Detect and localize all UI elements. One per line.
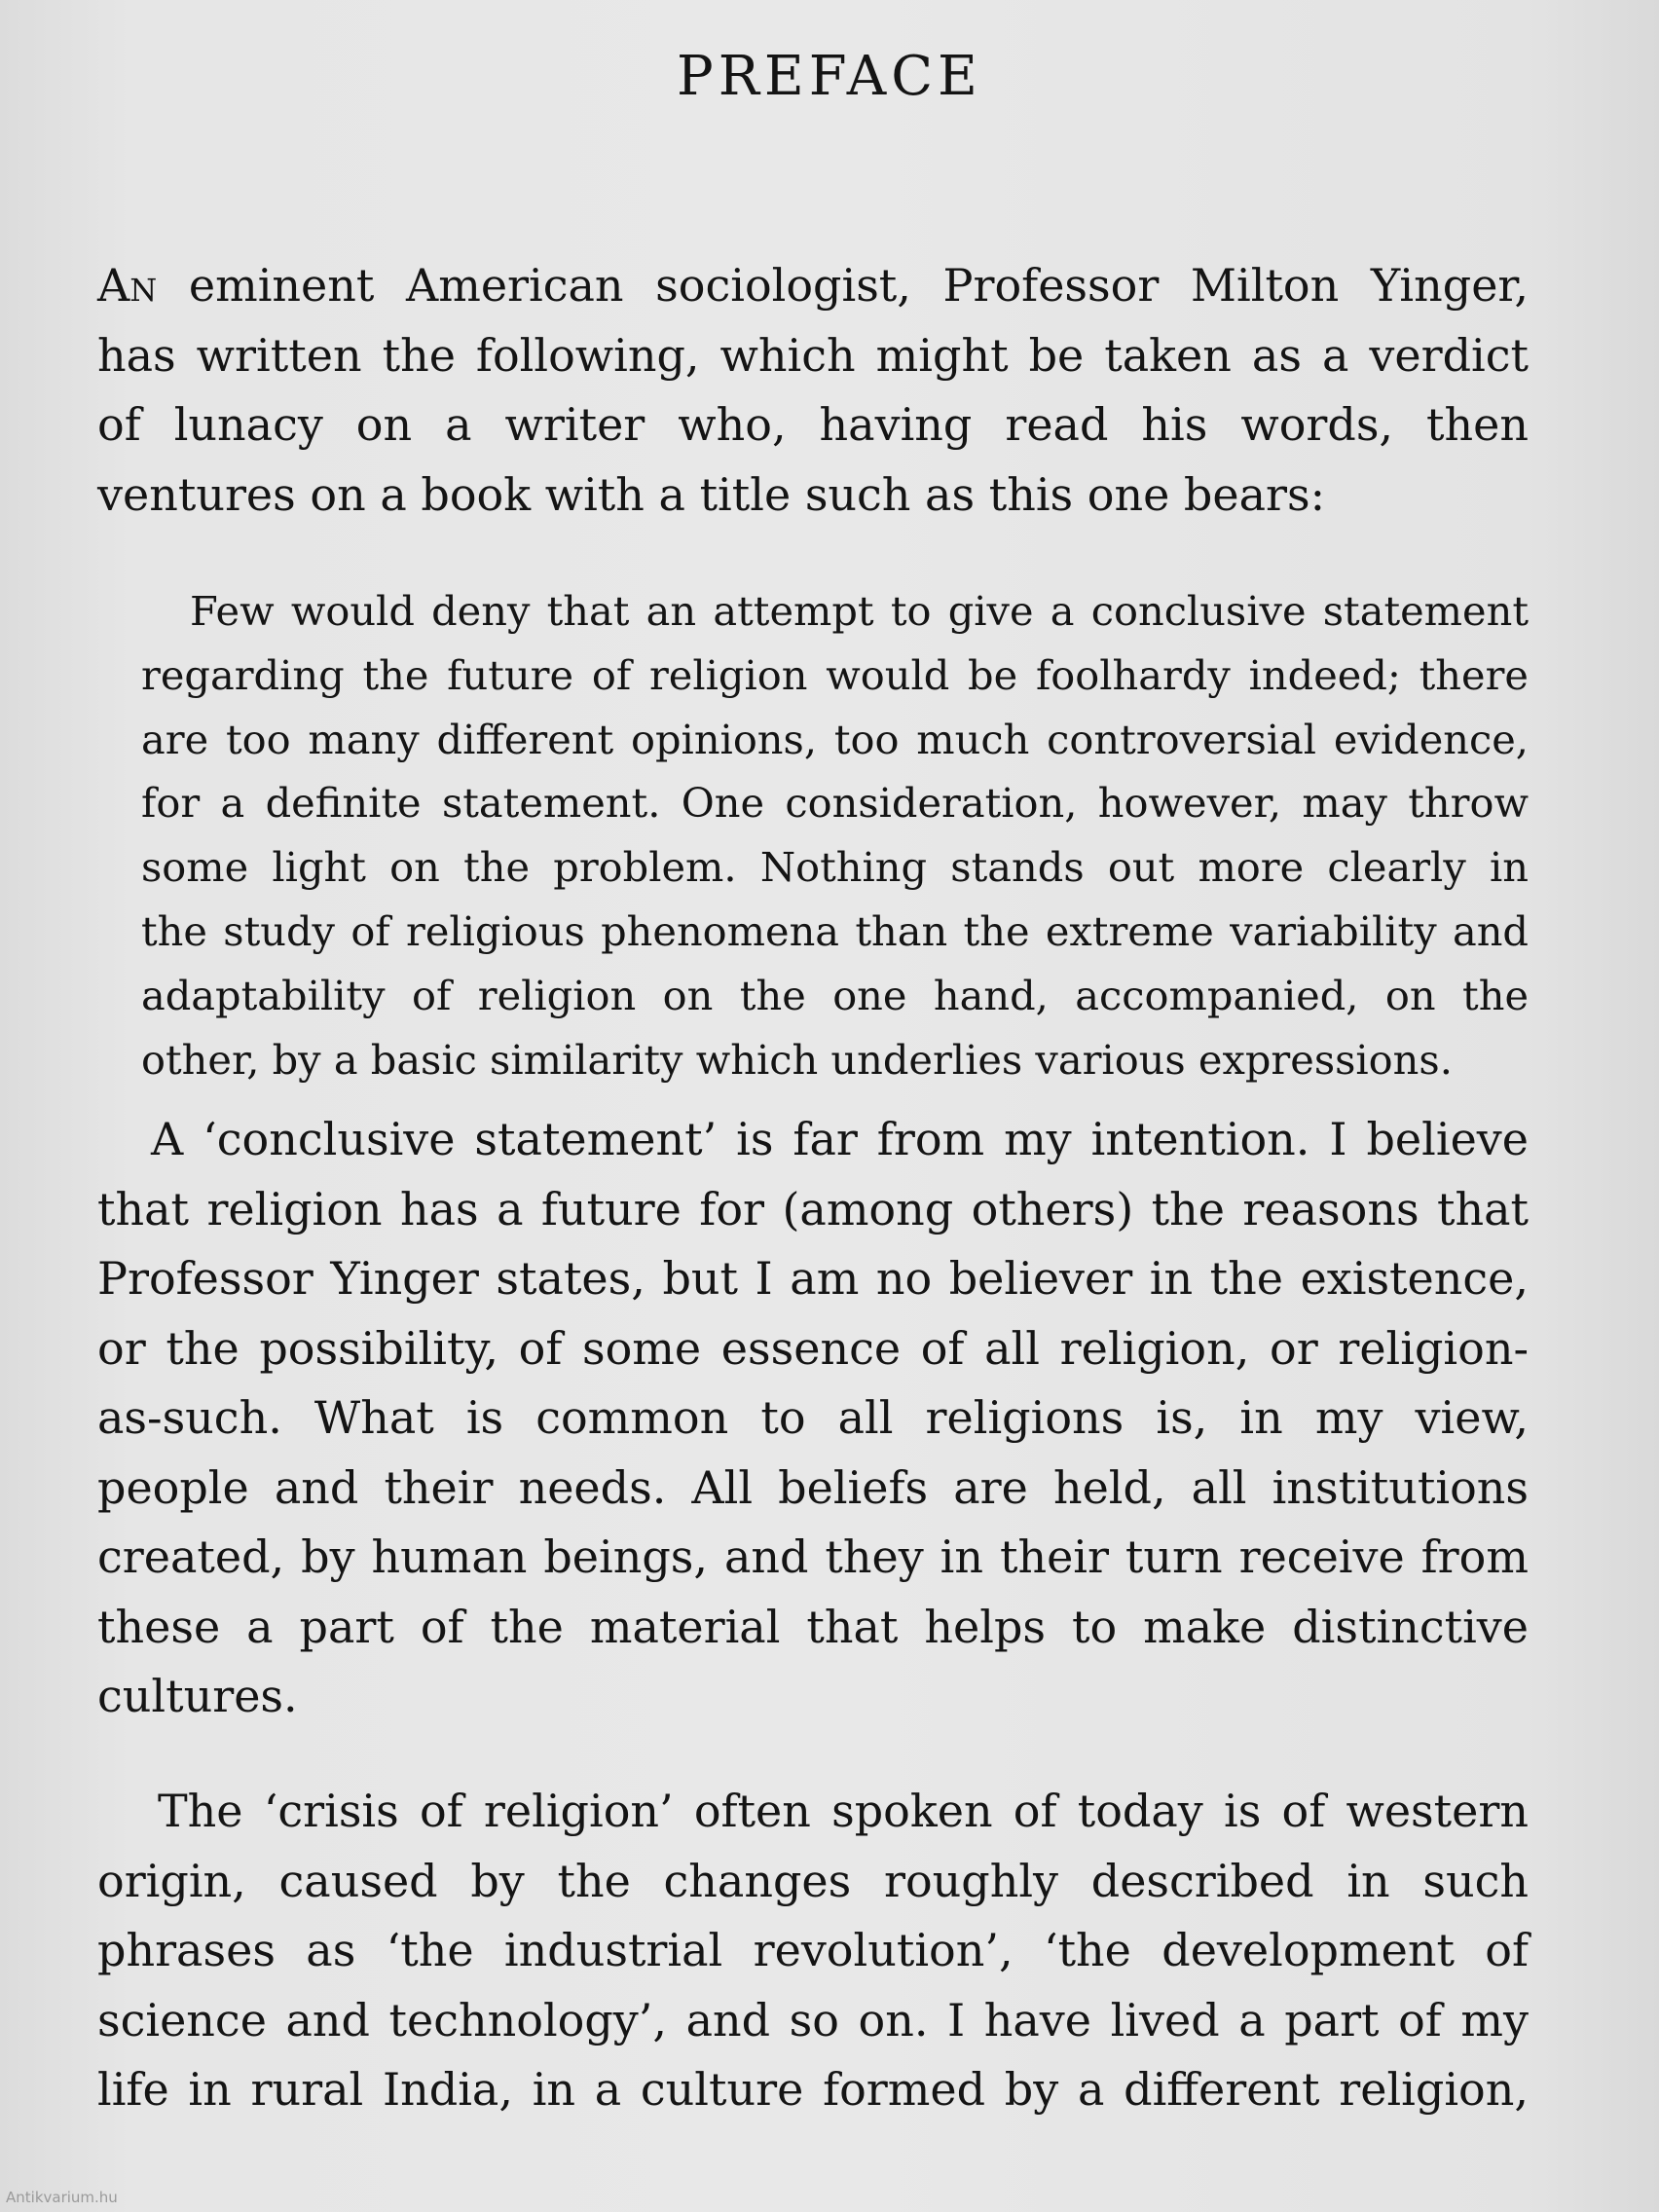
text-line: these a part of the material that helps to make distinctive [97,1600,1529,1653]
text-line: as-such. What is common to all religions is, in my view, [97,1391,1529,1444]
text-line: of lunacy on a writer who, having read his words, then [97,398,1529,451]
text-line: ventures on a book with a title such as this one bears: [97,467,1326,521]
block-quote [141,579,1529,1091]
paragraph-1 [97,251,1529,530]
text-line: has written the following, which might be taken as a verdict [97,328,1529,382]
text-line: Few would deny that an attempt to give a conclusive statement [190,587,1529,635]
text-line: some light on the problem. Nothing stands out more clearly in [141,843,1529,892]
text-line: phrases as ‘the industrial revolution’, ‘the development of [97,1924,1529,1976]
paragraph-3 [97,1777,1529,2125]
text-line: A ‘conclusive statement’ is far from my intention. I believe [151,1113,1529,1165]
text-line: people and their needs. All beliefs are held, all institutions [97,1460,1529,1514]
text-line: the study of religious phenomena than the extreme variability and [141,906,1529,955]
text-line: life in rural India, in a culture formed by a different religion, [97,2063,1529,2116]
paragraph-2 [97,1105,1529,1732]
text-line: The ‘crisis of religion’ often spoken of today is of western [158,1785,1529,1837]
text-line: for a definite statement. One consideration, however, may throw [141,779,1529,828]
text-line: Professor Yinger states, but I am no believer in the existence, [97,1252,1529,1305]
text-line: adaptability of religion on the one hand, accompanied, on the [141,971,1529,1019]
page-title: PREFACE [677,45,982,108]
text-line: origin, caused by the changes roughly described in such [97,1854,1529,1907]
watermark: Antikvarium.hu [6,2189,118,2206]
text-line: An eminent American sociologist, Professor Milton Yinger, [97,259,1529,312]
text-line: are too many different opinions, too much controversial evidence, [141,715,1529,763]
text-line: cultures. [97,1670,298,1722]
text-line: regarding the future of religion would be foolhardy indeed; there [141,650,1529,699]
text-line: that religion has a future for (among others) the reasons that [97,1182,1529,1235]
text-line: other, by a basic similarity which underlies various expressions. [141,1035,1453,1084]
text-line: created, by human beings, and they in their turn receive from [97,1530,1529,1583]
text-line: science and technology’, and so on. I have lived a part of my [97,1993,1529,2046]
text-line: or the possibility, of some essence of all religion, or religion- [97,1321,1529,1375]
small-caps-opening: An [97,259,158,312]
